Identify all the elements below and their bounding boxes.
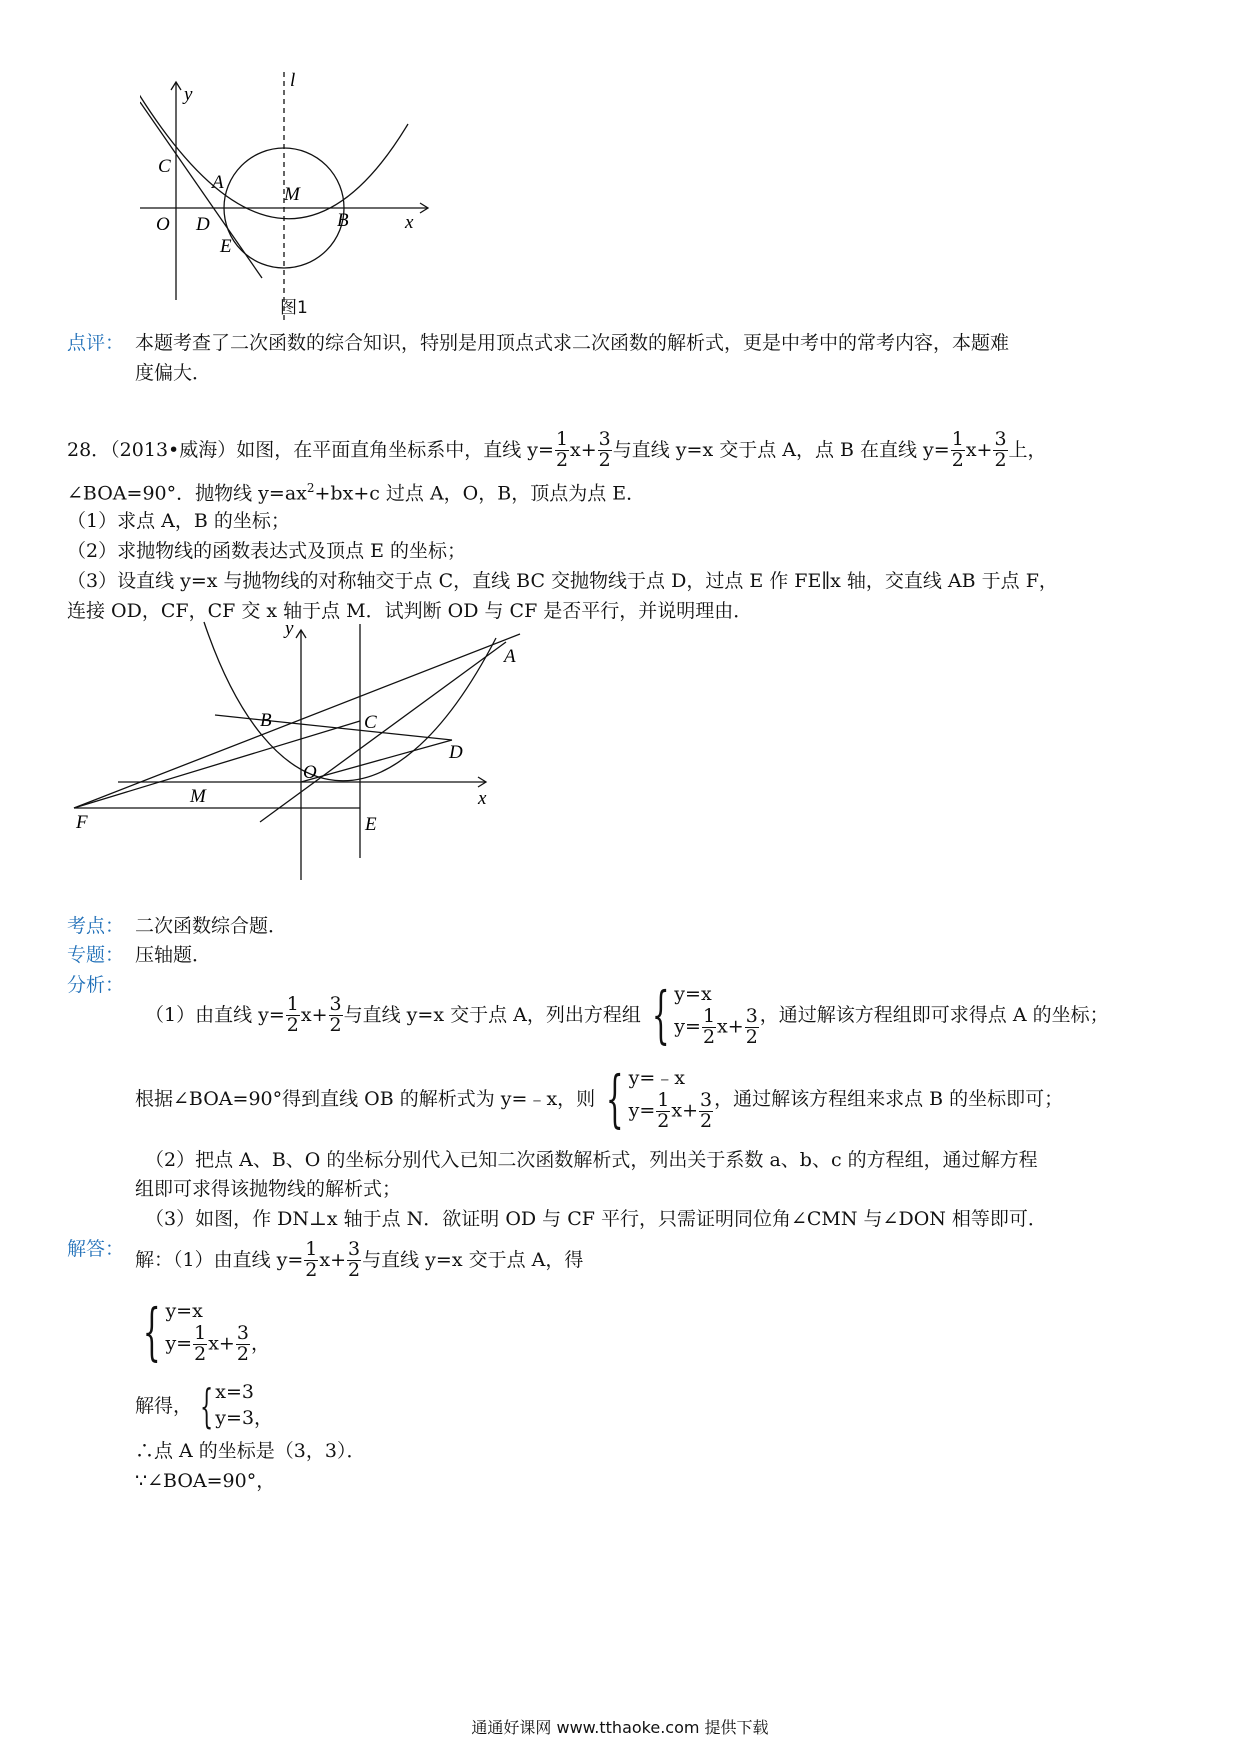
label-c: C: [364, 712, 377, 733]
jieda-s1b: 与直线 y=x 交于点 A，得: [362, 1248, 584, 1271]
fraction-three-halves: $\frac{3}{2}$: [329, 992, 342, 1036]
fraction-three-halves: $\frac{3}{2}$: [348, 1237, 361, 1281]
problem-mid: 与直线 y=x 交于点 A，点 B 在直线 y=: [612, 438, 950, 461]
figure-2: [70, 618, 530, 884]
x-plus: x+: [319, 1248, 347, 1271]
label-m: M: [284, 184, 300, 205]
line-fc: [74, 721, 360, 808]
problem-line-2: [67, 482, 645, 503]
system-brace: {: [606, 1062, 624, 1135]
fenxi-part-2-line-1: （2）把点 A、B、O 的坐标分别代入已知二次函数解析式，列出关于系数 a、b、c 的方程组，通过解方程: [145, 1149, 1038, 1171]
equation-system-b: [629, 1066, 714, 1133]
label-d: D: [196, 214, 210, 235]
fenxi-part-3: （3）如图，作 DN⊥x 轴于点 N．欲证明 OD 与 CF 平行，只需证明同位角∠CMN 与∠DON 相等即可．: [145, 1208, 1047, 1230]
superscript-2: 2: [306, 481, 315, 495]
label-x: x: [478, 788, 487, 809]
system-eq-1: y=﹣x: [628, 1066, 685, 1089]
page-footer: 通通好课网 www.tthaoke.com 提供下载: [471, 1718, 769, 1737]
system-eq-1: y=x: [674, 982, 712, 1005]
question-1: （1）求点 A，B 的坐标；: [67, 510, 290, 532]
kaodian-text: 二次函数综合题．: [135, 915, 288, 937]
x-plus: x+: [570, 438, 597, 461]
review-tag: 点评：: [67, 332, 125, 354]
problem-end: 上，: [1008, 438, 1047, 461]
label-o: O: [156, 214, 170, 235]
label-e: E: [365, 814, 377, 835]
review-line-1: 本题考查了二次函数的综合知识，特别是用顶点式求二次函数的解析式，更是中考中的常考内容，本题难: [135, 332, 1010, 354]
line-oa: [260, 642, 506, 822]
fenxi-part-1: [145, 972, 1109, 1058]
label-e: E: [220, 236, 232, 257]
label-y: y: [184, 84, 193, 105]
fenxi-b1: 根据∠BOA=90°得到直线 OB 的解析式为 y=﹣x，则: [135, 1087, 596, 1110]
fenxi-a1: （1）由直线 y=: [145, 1003, 285, 1026]
jieda-system: [132, 1290, 270, 1374]
kaodian-tag: 考点：: [67, 915, 125, 937]
label-d: D: [449, 742, 463, 763]
jieda-s1a: 解：（1）由直线 y=: [135, 1248, 304, 1271]
figure-1: [140, 60, 440, 330]
equation-system-a: [674, 982, 759, 1049]
solved-label: 解得，: [135, 1394, 193, 1417]
equation-system-c: [165, 1299, 270, 1366]
fenxi-part-2-line-2: 组即可求得该抛物线的解析式；: [135, 1178, 402, 1200]
fraction-half: $\frac{1}{2}$: [555, 427, 569, 471]
label-x: x: [405, 212, 414, 233]
fenxi-tag: 分析：: [67, 974, 125, 996]
label-l: l: [290, 70, 296, 91]
fraction-three-halves: $\frac{3}{2}$: [598, 427, 611, 471]
tangent-line-ce: [140, 102, 262, 278]
zhuanti-tag: 专题：: [67, 944, 125, 966]
system-eq-2: y= $\frac{1}{2}$ x+ $\frac{3}{2}$: [674, 1005, 758, 1049]
label-b: B: [337, 210, 349, 231]
solution-system: x=3 y=3，: [215, 1381, 274, 1429]
figure-1-caption: 图1: [280, 298, 308, 318]
line-od: [301, 740, 452, 782]
label-m: M: [190, 786, 206, 807]
fenxi-b2: ，通过解该方程组来求点 B 的坐标即可；: [714, 1087, 1064, 1110]
system-brace: {: [651, 978, 670, 1051]
system-eq-2: y= $\frac{1}{2}$ x+ $\frac{3}{2}$ ，: [165, 1322, 270, 1366]
review-line-2: 度偏大．: [135, 362, 212, 384]
zhuanti-text: 压轴题．: [135, 944, 212, 966]
line-bd: [215, 715, 452, 740]
jieda-line-1: [135, 1236, 583, 1284]
x-plus: x+: [300, 1003, 328, 1026]
solution-y: y=3: [215, 1407, 255, 1429]
fraction-half: $\frac{1}{2}$: [951, 427, 964, 471]
jieda-tag: 解答：: [67, 1238, 125, 1260]
angle-boa: ∵∠BOA=90°，: [135, 1470, 276, 1492]
problem-intro: 28．（2013•威海）如图，在平面直角坐标系中，直线 y=: [67, 438, 554, 461]
question-2: （2）求抛物线的函数表达式及顶点 E 的坐标；: [67, 540, 467, 562]
problem-parabola-a: ∠BOA=90°．抛物线 y=ax: [67, 482, 307, 505]
label-f: F: [76, 812, 88, 833]
question-3-line-2: 连接 OD，CF，CF 交 x 轴于点 M．试判断 OD 与 CF 是否平行，并说明理由．: [67, 600, 753, 622]
fenxi-a3: ，通过解该方程组即可求得点 A 的坐标；: [759, 1003, 1109, 1026]
parabola: [140, 88, 408, 219]
x-plus: x+: [965, 438, 993, 461]
label-a: A: [504, 646, 516, 667]
solution-x: x=3: [215, 1381, 255, 1404]
fenxi-a2: 与直线 y=x 交于点 A，列出方程组: [343, 1003, 641, 1026]
point-a-result: ∴点 A 的坐标是（3，3）．: [135, 1440, 366, 1462]
fraction-three-halves: $\frac{3}{2}$: [994, 427, 1007, 471]
label-o: O: [303, 762, 317, 783]
label-b: B: [260, 710, 272, 731]
label-a: A: [212, 172, 224, 193]
fenxi-part-1b: [135, 1056, 1063, 1142]
system-eq-1: y=x: [165, 1299, 203, 1322]
problem-parabola-b: +bx+c 过点 A，O，B，顶点为点 E．: [314, 482, 646, 505]
system-brace: {: [200, 1379, 214, 1433]
fraction-half: $\frac{1}{2}$: [286, 992, 299, 1036]
problem-line-1: [67, 426, 1047, 474]
jieda-solved: [135, 1378, 273, 1434]
fraction-half: $\frac{1}{2}$: [305, 1237, 318, 1281]
question-3-line-1: （3）设直线 y=x 与抛物线的对称轴交于点 C，直线 BC 交抛物线于点 D，过点 E 作 FE∥x 轴，交直线 AB 于点 F，: [67, 570, 1058, 592]
label-c: C: [158, 156, 171, 177]
system-eq-2: y= $\frac{1}{2}$ x+ $\frac{3}{2}$: [628, 1089, 713, 1133]
system-brace: {: [142, 1295, 161, 1368]
label-y: y: [285, 618, 294, 639]
